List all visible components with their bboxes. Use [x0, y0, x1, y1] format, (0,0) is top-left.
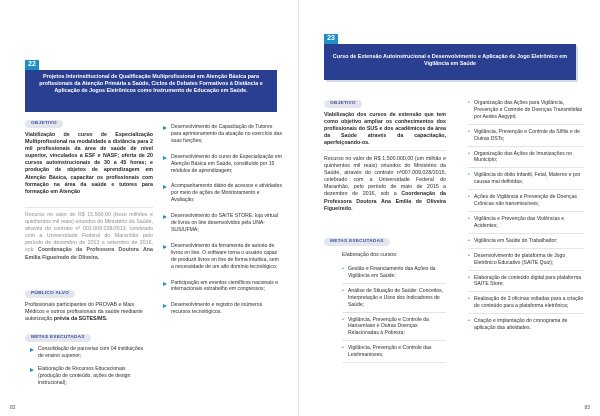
list-item: • Elaboração de conteúdo digital para plataforma SAITE Store;	[468, 275, 584, 293]
divider	[25, 207, 153, 208]
list-item: Participação em eventos científicos nacionais e internacionais estrabelho em congressos;	[163, 280, 283, 294]
list-item: • Vigilância do óbito Infantil, Fetal, Materno e por causas mal definidas;	[468, 172, 584, 190]
list-item: • Vigilância em Saúde do Trabalhador;	[468, 238, 584, 249]
recurso-text	[324, 156, 446, 213]
objetivo-label: OBJETIVO	[324, 100, 362, 108]
right-page	[300, 0, 600, 416]
list-item: • Vigilância e Prevenção das Violências e Acidentes;	[468, 216, 584, 234]
list-item: • Desenvolvimento de plataforma de Jogo Eletrônico Educativo (SAITE Quiz);	[468, 253, 584, 271]
list-item: • Criação e implantação do cronograma de aplicação das atividades.	[468, 318, 584, 335]
metas-label: METAS EXECUTADAS	[25, 334, 91, 342]
publico-text-bold: prévia da SGTES/MS.	[53, 316, 108, 323]
recurso-text-body: Recurso no valor de R$ 1.500.000,00 (um milhão e quinhentos mil reais) oriundos do Ministério da Saúde, através do contrato nº007.009.028/2015, celebrado com a Universidade Federal do Maranhão, pelo período de maio de 2015 a dezembro de 2016, sob a	[324, 156, 446, 198]
publico-text	[25, 302, 153, 323]
list-item: • Gestão e Financiamento das Ações da Vigilância em Saúde;	[342, 266, 446, 284]
cursos-list-col2	[468, 100, 584, 339]
list-item: Elaboração de Recursos Educacionais (produção de conteúdo, ações de design instrucional);	[30, 366, 148, 387]
list-item: • Análise de Situação de Saúde: Conceitos, Interpretação e Usos dos Indicadores de Saúde;	[342, 288, 446, 313]
publico-label: PÚBLICO ALVO	[25, 290, 75, 298]
list-item: • Vigilância, Prevenção e Controle da Hanseníase e Outras Doenças Relacionadas à Pobreza;	[342, 317, 446, 342]
metas-intro: Elaboração dos cursos:	[342, 252, 398, 258]
page-number: 83	[584, 405, 590, 411]
list-item: Desenvolvimento do curso de Especialização em Atenção Básica em Saúde, constituído por 15 módulos de aprendizagem;	[163, 154, 283, 175]
list-item: Desenvolvimento e registro de inúmeros recursos tecnológicos.	[163, 302, 283, 316]
recurso-coordenacao: Coordenação da Professora Doutora Ana Emília de Oliveira Figueiredo.	[324, 191, 446, 212]
list-item: Desenvolvimento da ferramenta de autoria de livros on line. O software torna o usuário capaz de produzir livros on line de forma intuitiva, sem a necessidade de um alto domínio tecnológico;	[163, 243, 283, 271]
divider	[324, 150, 446, 151]
recurso-text	[25, 212, 153, 262]
list-item: • Vigilância, Prevenção e Controle das Leishmanioses;	[342, 345, 446, 363]
metas-list-col1	[30, 346, 148, 387]
list-item: • Ações de Vigilância e Prevenção de Doenças Crônicas não transmissíveis;	[468, 194, 584, 212]
cursos-list	[342, 266, 446, 367]
publico-text-body: Profissionais participantes do PROVAB e Mais Médicos e outros profissionais da saúde mediante autorização	[25, 302, 143, 323]
project-title: Curso de Extensão Autoinstrucional e Desenvolvimento e Aplicação de Jogo Eletrônico em Vigilância em Saúde	[324, 44, 576, 80]
list-item: • Organização das Ações de Imunizações no Município;	[468, 151, 584, 169]
recurso-coordenacao: Coordenação da Professora Doutora Ana Emília Figueiredo de Oliveira.	[25, 247, 153, 261]
recurso-text-body: Recurso no valor de R$ 15.500,00 (treze milhões e quinhentos mil reais) oriundos do Ministério da Saúde, através do contrato nº 003.009.028/2013, celebrado com a Universidade Federal do Maranhão pelo período de dezembro de 2013 a setembro de 2016, sob	[25, 212, 153, 254]
metas-list-col2	[163, 124, 283, 316]
list-item: Desenvolvimento de Capacitação de Tutores para aprimoramento da atuação no exercício das suas funções;	[163, 124, 283, 145]
objetivo-text: Viabilização dos cursos de extensão que tem como objetivo ampliar os conhecimentos dos profissionais do SUS e dos acadêmicos da área da Saúde através da capacitação, aperfeiçoando-os.	[324, 112, 446, 147]
list-item: Consolidação de parcerias com 04 instituições de ensino superior;	[30, 346, 148, 360]
project-number-badge: 23	[324, 34, 338, 44]
left-page	[0, 0, 299, 416]
list-item: • Vigilância, Prevenção e Controle da Sífilis e de Outras DSTs;	[468, 129, 584, 147]
objetivo-label: OBJETIVO	[25, 120, 63, 128]
list-item: Acompanhamento diário de acessos e atividades por meio de ações de Monitoramento e Avaliação;	[163, 183, 283, 204]
project-number-badge: 22	[25, 60, 39, 70]
project-title: Projetos Interinstitucional de Qualificação Multiprofissional em Atenção Básica para profissionais da Atenção Primária a Saúde, Ciclos de Debates Formativos à Distância e Aplicação de Jogos Eletrônicos como Instrumento de Educação em Saúde.	[25, 70, 277, 112]
list-item: • Organização das Ações para Vigilância, Prevenção e Controle de Doenças Transmitidas por Aedes Aegypti;	[468, 100, 584, 125]
metas-label: METAS EXECUTADAS	[324, 238, 390, 246]
list-item: Desenvolvimento do SAITE STORE: loja virtual de livros on line desenvolvidos pela UNA-SUS/UFMA;	[163, 213, 283, 234]
list-item: • Realização de 3 oficinas voltadas para a criação de conteúdo para a plataforma eletrônica;	[468, 296, 584, 314]
objetivo-text: Viabilização de curso de Especialização Multiprofissional na modalidade a distância para 2 mil profissionais da área de saúde de nível superior, vinculados a ESF e NASF; oferta de 20 cursos autoinstrucionais de 30 a 45 horas; e produção de objetos de aprendizagem em Atenção Básica, capacitar os profissionais com formação na área da saúde e tutores para formação em Atenção	[25, 132, 153, 195]
page-number: 82	[10, 405, 16, 411]
